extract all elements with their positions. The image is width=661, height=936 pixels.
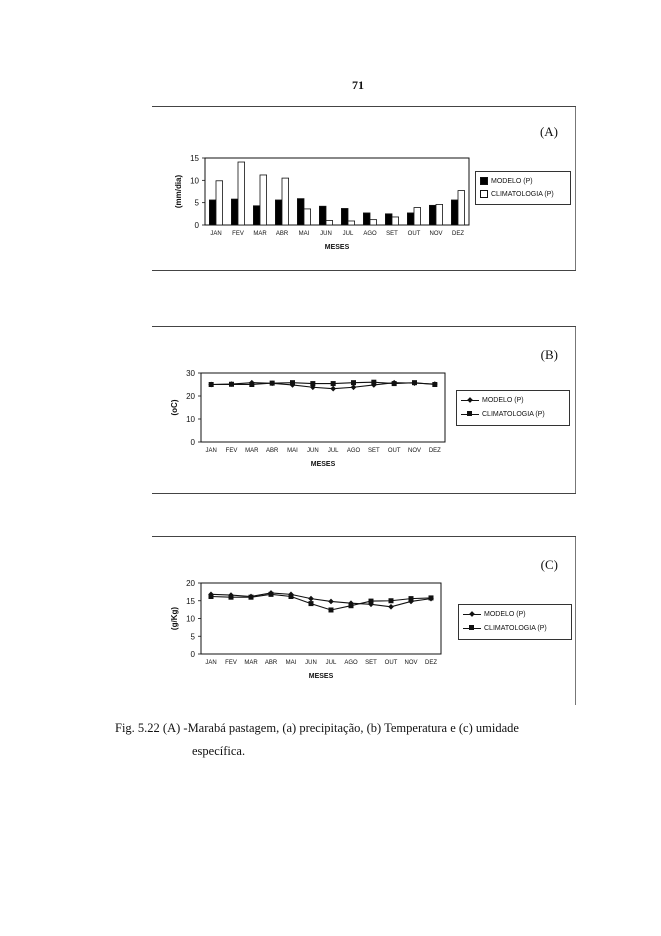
legend-label-modelo: MODELO (P) xyxy=(482,396,524,404)
legend-label-climatologia: CLIMATOLOGIA (P) xyxy=(482,410,545,418)
chart-0-bar-climatologia xyxy=(216,181,223,225)
chart-1-point-climatologia xyxy=(412,380,417,385)
chart-2-x-tick-label: FEV xyxy=(225,660,237,666)
chart-0-bar-modelo xyxy=(275,200,282,225)
chart-2-x-tick-label: MAR xyxy=(244,660,258,666)
figure-panel-b xyxy=(152,326,576,494)
chart-1-y-tick-label: 20 xyxy=(186,392,195,401)
chart-1-y-axis-label: (oC) xyxy=(170,399,179,416)
chart-2-x-tick-label: DEZ xyxy=(425,660,437,666)
chart-0-bar-modelo xyxy=(319,206,326,225)
chart-2-y-tick-label: 5 xyxy=(190,632,195,642)
chart-1-point-modelo xyxy=(351,384,357,390)
chart-1-point-climatologia xyxy=(432,382,437,387)
panel-label-c: (C) xyxy=(540,557,558,572)
chart-1-x-tick-label: MAI xyxy=(287,448,298,454)
chart-0-bar-modelo xyxy=(385,214,392,225)
chart-1-point-climatologia xyxy=(351,380,356,385)
chart-0-bar-modelo xyxy=(363,213,370,225)
legend-line-modelo xyxy=(461,396,479,404)
chart-2-x-tick-label: OUT xyxy=(384,660,398,666)
legend-label-modelo: MODELO (P) xyxy=(484,610,526,618)
chart-1-x-tick-label: OUT xyxy=(387,448,401,454)
chart-0-x-axis-label: MESES xyxy=(324,244,350,251)
chart-0-x-tick-label: AGO xyxy=(363,231,377,237)
chart-1-point-climatologia xyxy=(249,382,254,387)
chart-0-bar-climatologia xyxy=(414,208,421,225)
chart-2-x-axis-label: MESES xyxy=(308,673,334,680)
legend-label-climatologia: CLIMATOLOGIA (P) xyxy=(491,190,554,198)
chart-2-point-climatologia xyxy=(329,607,334,612)
chart-2-x-tick-label: JUL xyxy=(325,660,337,666)
chart-2-point-climatologia xyxy=(349,603,354,608)
chart-2-line-climatologia xyxy=(211,594,431,610)
chart-1-point-modelo xyxy=(330,386,336,392)
chart-0-bar-climatologia xyxy=(260,175,267,225)
legend-line-climatologia xyxy=(461,410,479,418)
page-number: 71 xyxy=(352,78,364,92)
chart-0-bar-climatologia xyxy=(392,217,399,225)
chart-2-point-climatologia xyxy=(269,592,274,597)
chart-0-bar-modelo xyxy=(231,199,238,225)
chart-2-point-climatologia xyxy=(309,601,314,606)
chart-2-point-climatologia xyxy=(429,595,434,600)
chart-2-x-tick-label: JUN xyxy=(305,660,317,666)
chart-0-x-tick-label: MAI xyxy=(298,231,310,237)
chart-2-x-tick-label: SET xyxy=(365,660,377,666)
chart-0-bar-climatologia xyxy=(326,221,333,225)
figure-caption xyxy=(115,717,585,763)
chart-2-y-tick-label: 0 xyxy=(190,650,195,659)
chart-2-point-modelo xyxy=(328,599,334,605)
chart-2-point-modelo xyxy=(308,596,314,602)
legend-a xyxy=(475,171,571,205)
chart-0-bar-climatologia xyxy=(238,162,245,225)
chart-1-x-tick-label: NOV xyxy=(407,448,422,454)
chart-1-y-tick-label: 0 xyxy=(190,438,195,447)
chart-0-x-tick-label: MAR xyxy=(253,231,267,237)
chart-2-point-climatologia xyxy=(289,594,294,599)
chart-0-y-tick-label: 0 xyxy=(194,221,199,230)
chart-1-point-climatologia xyxy=(229,382,234,387)
chart-0-bar-modelo xyxy=(209,200,216,225)
chart-0-x-tick-label: JUN xyxy=(320,231,332,237)
chart-0-x-tick-label: JUL xyxy=(342,231,354,237)
chart-0-x-tick-label: OUT xyxy=(407,231,421,237)
chart-0-y-tick-label: 15 xyxy=(190,154,199,163)
legend-line-modelo xyxy=(463,610,481,618)
chart-1-point-climatologia xyxy=(209,382,214,387)
figure-panel-c xyxy=(152,536,576,705)
legend-c xyxy=(458,604,572,640)
legend-line-climatologia xyxy=(463,624,481,632)
chart-2-x-tick-label: NOV xyxy=(404,660,418,666)
chart-2-point-climatologia xyxy=(409,596,414,601)
chart-1-point-climatologia xyxy=(270,381,275,386)
chart-0-x-tick-label: FEV xyxy=(232,231,244,237)
chart-0-bar-modelo xyxy=(341,208,348,225)
chart-1-y-tick-label: 10 xyxy=(186,415,195,424)
chart-2-y-axis-label: (g/Kg) xyxy=(170,606,179,631)
chart-0-x-tick-label: DEZ xyxy=(452,231,464,237)
chart-0-bar-climatologia xyxy=(348,221,355,225)
figure-panel-a xyxy=(152,106,576,271)
panel-label-b: (B) xyxy=(540,347,558,362)
chart-2-y-tick-label: 10 xyxy=(186,614,195,624)
chart-1-x-axis-label: MESES xyxy=(310,461,336,468)
chart-2-point-climatologia xyxy=(209,594,214,599)
chart-1-x-tick-label: JAN xyxy=(205,448,217,454)
chart-1-x-tick-label: AGO xyxy=(346,448,361,454)
chart-0-y-axis-label: (mm/dia) xyxy=(174,174,183,209)
chart-1-x-tick-label: MAR xyxy=(245,448,259,454)
chart-0-y-tick-label: 10 xyxy=(190,176,199,186)
chart-0-bar-modelo xyxy=(429,205,436,225)
chart-2-x-tick-label: JAN xyxy=(205,660,217,666)
chart-0-bar-climatologia xyxy=(436,204,443,225)
chart-2-x-tick-label: ABR xyxy=(264,660,278,666)
chart-0-bar-modelo xyxy=(451,200,458,225)
chart-2-point-climatologia xyxy=(229,595,234,600)
legend-swatch-climatologia xyxy=(480,190,488,198)
chart-0-y-tick-label: 5 xyxy=(194,198,199,208)
caption-line-1: Fig. 5.22 (A) -Marabá pastagem, (a) precipitação, (b) Temperatura e (c) umidade xyxy=(115,721,519,735)
chart-1-point-climatologia xyxy=(371,380,376,385)
chart-1-x-tick-label: JUN xyxy=(306,448,319,454)
chart-2-point-climatologia xyxy=(369,599,374,604)
chart-2-point-climatologia xyxy=(249,595,254,600)
chart-1-x-tick-label: SET xyxy=(367,448,380,454)
chart-1-point-climatologia xyxy=(290,380,295,385)
chart-0-bar-modelo xyxy=(297,199,304,225)
chart-0-bar-climatologia xyxy=(458,191,465,225)
chart-1-point-climatologia xyxy=(392,381,397,386)
chart-1-point-climatologia xyxy=(310,381,315,386)
chart-2-point-climatologia xyxy=(389,598,394,603)
chart-1-point-climatologia xyxy=(331,381,336,386)
legend-label-modelo: MODELO (P) xyxy=(491,177,533,185)
chart-0-x-tick-label: JAN xyxy=(210,231,222,237)
chart-1-y-tick-label: 30 xyxy=(186,369,195,378)
chart-2-y-tick-label: 15 xyxy=(186,596,195,606)
chart-0-x-tick-label: NOV xyxy=(429,231,443,237)
legend-b xyxy=(456,390,570,426)
chart-0-bar-modelo xyxy=(253,206,260,225)
chart-0-bar-modelo xyxy=(407,213,414,225)
chart-0-bar-climatologia xyxy=(304,209,311,225)
chart-1-x-tick-label: ABR xyxy=(265,448,279,454)
legend-swatch-modelo xyxy=(480,177,488,185)
chart-2-x-tick-label: AGO xyxy=(344,660,358,666)
chart-2-point-modelo xyxy=(388,604,394,610)
panel-label-a: (A) xyxy=(539,124,558,139)
chart-1-x-tick-label: DEZ xyxy=(428,448,441,454)
chart-0-bar-climatologia xyxy=(282,178,289,225)
chart-2-x-tick-label: MAI xyxy=(285,660,297,666)
chart-0-bar-climatologia xyxy=(370,220,377,225)
chart-0-x-tick-label: SET xyxy=(386,231,398,237)
chart-0-x-tick-label: ABR xyxy=(275,231,289,237)
caption-line-2: específica. xyxy=(192,744,246,758)
chart-1-x-tick-label: FEV xyxy=(225,448,238,454)
chart-1-x-tick-label: JUL xyxy=(327,448,339,454)
chart-2-y-tick-label: 20 xyxy=(186,579,195,588)
chart-2-plot-area xyxy=(201,583,441,654)
legend-label-climatologia: CLIMATOLOGIA (P) xyxy=(484,624,547,632)
